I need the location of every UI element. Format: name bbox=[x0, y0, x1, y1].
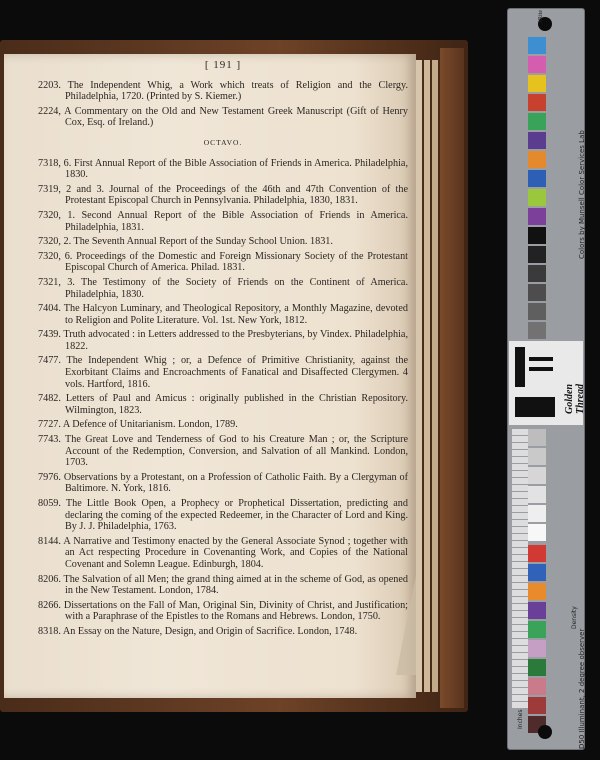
color-patch bbox=[528, 621, 546, 638]
color-patch bbox=[528, 75, 546, 92]
color-patch bbox=[528, 303, 546, 320]
card-hole-bottom bbox=[538, 725, 552, 739]
density-label: Density bbox=[571, 606, 578, 629]
color-patch bbox=[528, 486, 546, 503]
catalog-entry-7439: 7439. Truth advocated : in Letters addressed to the Presbyterians, by Vindex. Philadelphia, 1822. bbox=[38, 329, 408, 352]
color-patch bbox=[528, 284, 546, 301]
catalog-entry-7727: 7727. A Defence of Unitarianism. London, 1789. bbox=[38, 419, 238, 431]
color-patch bbox=[528, 545, 546, 562]
color-patch bbox=[528, 467, 546, 484]
munsell-label: Colors by Munsell Color Services Lab bbox=[578, 130, 586, 259]
catalog-entry-7482: 7482. Letters of Paul and Amicus : originally published in the Christian Repository. Wilmington, 1823. bbox=[38, 393, 408, 416]
target-bar-3 bbox=[529, 367, 553, 371]
catalog-entry-8318: 8318. An Essay on the Nature, Design, and Origin of Sacrifice. London, 1748. bbox=[38, 625, 358, 637]
entries-list bbox=[38, 158, 408, 638]
color-patch bbox=[528, 602, 546, 619]
catalog-entry-7321: 7321, 3. The Testimony of the Society of Friends on the Continent of America. Philadelphia, 1830. bbox=[38, 276, 408, 300]
color-patch bbox=[528, 322, 546, 339]
color-patch bbox=[528, 505, 546, 522]
color-patch bbox=[528, 524, 546, 541]
catalog-entry-7743: 7743. The Great Love and Tenderness of God to his Creature Man ; or, the Scripture Account of the Redemption, Conversion, and Salvation of all Mankind. London, 1703. bbox=[38, 434, 408, 469]
target-bar-2 bbox=[529, 357, 553, 361]
catalog-entry-8266: 8266. Dissertations on the Fall of Man, Original Sin, Divinity of Christ, and Justification; with a Paraphrase of the Epistles to the Romans and Hebrews. London, 1750. bbox=[38, 599, 408, 623]
color-patch bbox=[528, 429, 546, 446]
page-edges bbox=[416, 60, 422, 692]
catalog-entry-7320b: 7320, 2. The Seventh Annual Report of the Sunday School Union. 1831. bbox=[38, 236, 333, 248]
inch-scale bbox=[512, 429, 528, 709]
color-patch bbox=[528, 37, 546, 54]
catalog-entry-2203: 2203. The Independent Whig, a Work which treats of Religion and the Clergy. Philadelphia, 1720. (Printed by S. Kiemer.) bbox=[38, 79, 408, 103]
color-patch bbox=[528, 678, 546, 695]
catalog-entry-7319: 7319, 2 and 3. Journal of the Proceedings of the 46th and 47th Convention of the Protestant Episcopal Church in Pennsylvania. Philadelphia, 1830, 1831. bbox=[38, 183, 408, 207]
color-patch bbox=[528, 640, 546, 657]
section-heading: OCTAVO. bbox=[203, 137, 243, 147]
color-patch bbox=[528, 113, 546, 130]
catalog-entry-7976: 7976. Observations by a Protestant, on a Profession of Catholic Faith. By a Clergyman of Baltimore. N. York, 1816. bbox=[38, 471, 408, 495]
color-patch bbox=[528, 448, 546, 465]
color-patch bbox=[528, 227, 546, 244]
catalog-entry-2224: 2224, A Commentary on the Old and New Testament Greek Manuscript (Gift of Henry Cox, Esq. of Ireland.) bbox=[38, 105, 408, 129]
golden-thread-label: Golden Thread bbox=[564, 384, 586, 414]
catalog-entry-7318: 7318, 6. First Annual Report of the Bible Association of Friends in America. Philadelphia, 1830. bbox=[38, 157, 408, 181]
illuminant-label: D50 Illuminant, 2 degree observer bbox=[578, 628, 586, 749]
catalog-entry-8144: 8144. A Narrative and Testimony enacted by the General Associate Synod ; together with an Act respecting Procedure in Covenanting Work, and Copies of the National Covenant and Solemn League. Edinburgh, 1804. bbox=[38, 535, 408, 570]
catalog-entry-8059: 8059. The Little Book Open, a Prophecy or Prophetical Dissertation, predicting and declaring the coming of the expected Redeemer, in the Character of Lord and King. By J. J. Philadelphia, 1763. bbox=[38, 498, 408, 533]
color-patch bbox=[528, 151, 546, 168]
page-edges-2 bbox=[424, 60, 430, 692]
color-patch bbox=[528, 265, 546, 282]
color-patch bbox=[528, 246, 546, 263]
color-checker-card bbox=[507, 8, 585, 750]
color-patch bbox=[528, 697, 546, 714]
color-patch bbox=[528, 170, 546, 187]
color-patch bbox=[528, 208, 546, 225]
target-bar bbox=[515, 347, 525, 387]
target-block bbox=[515, 397, 555, 417]
color-patch bbox=[528, 583, 546, 600]
page-text bbox=[38, 60, 408, 641]
catalog-entry-7477: 7477. The Independent Whig ; or, a Defence of Primitive Christianity, against the Exorbitant Claims and Encroachments of Fanatical and Disaffected Clergymen. 4 vols. Hartford, 1816. bbox=[38, 355, 408, 390]
entries-top bbox=[38, 80, 408, 129]
color-patch bbox=[528, 564, 546, 581]
catalog-entry-7320a: 7320, 1. Second Annual Report of the Bible Association of Friends in America. Philadelphia, 1831. bbox=[38, 209, 408, 233]
color-patch bbox=[528, 659, 546, 676]
page-number: [ 191 ] bbox=[204, 59, 242, 71]
catalog-entry-7320c: 7320, 6. Proceedings of the Domestic and Foreign Missionary Society of the Protestant Episcopal Church of America. Philad. 1831. bbox=[38, 250, 408, 274]
inches-label: Inches bbox=[517, 709, 524, 729]
color-patch bbox=[528, 189, 546, 206]
catalog-entry-8206: 8206. The Salvation of all Men; the grand thing aimed at in the scheme of God, as opened in the New Testament. London, 1784. bbox=[38, 573, 408, 597]
book-spine bbox=[440, 48, 464, 708]
color-patch bbox=[528, 132, 546, 149]
color-patch bbox=[528, 56, 546, 73]
card-logo: xRite bbox=[538, 10, 544, 23]
color-patch bbox=[528, 94, 546, 111]
catalog-entry-7404: 7404. The Halcyon Luminary, and Theological Repository, a Monthly Magazine, devoted to Religion and Polite Literature. Vol. 1st. New York, 1812. bbox=[38, 303, 408, 326]
page-edges-3 bbox=[432, 60, 438, 692]
